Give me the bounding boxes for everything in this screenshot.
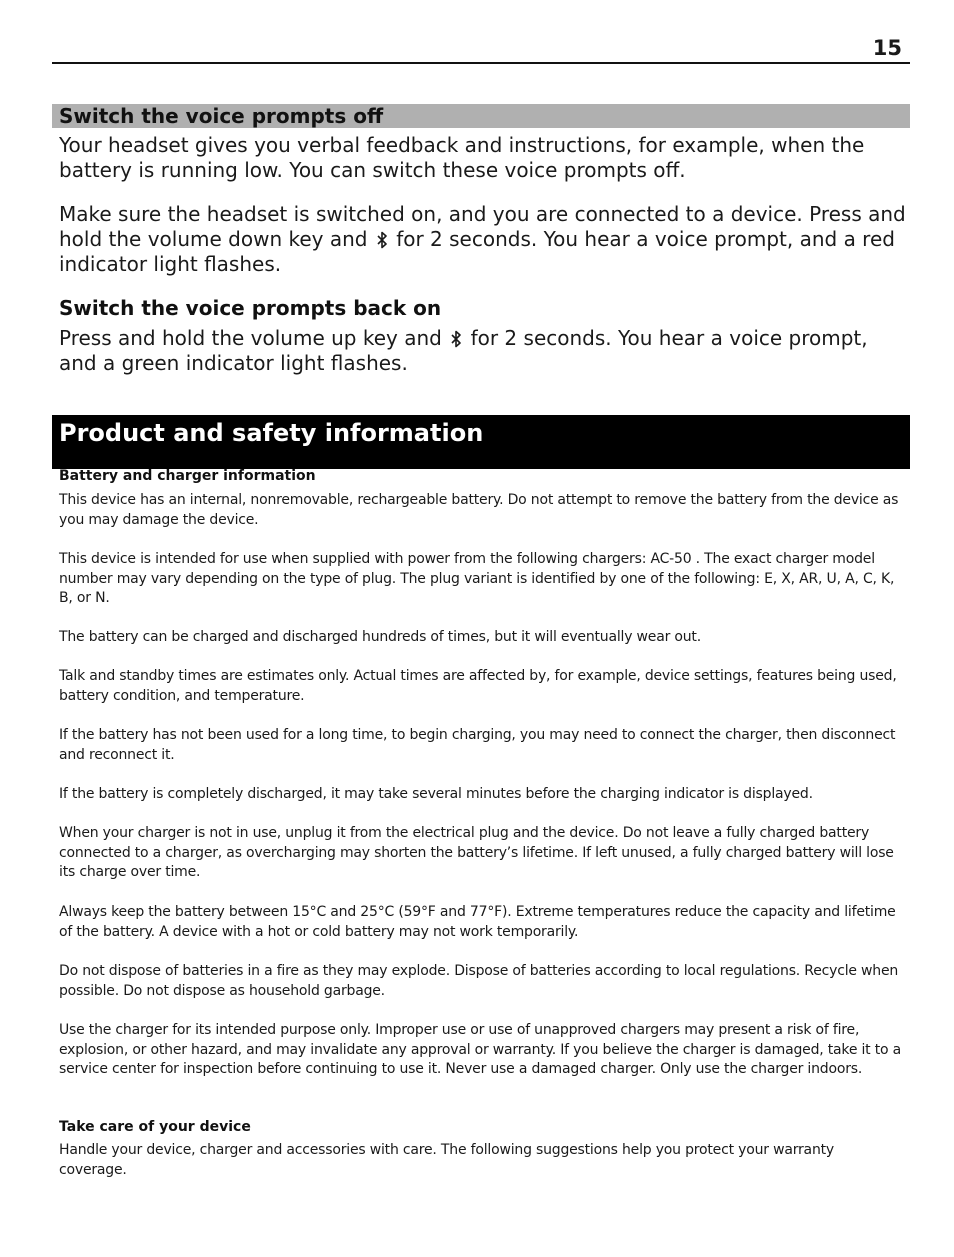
switch-off-instructions — [59, 202, 909, 277]
intro-paragraph: Your headset gives you verbal feedback and instructions, for example, when the battery is running low. You can switch these voice prompts off. — [59, 133, 865, 182]
battery-paragraph: Use the charger for its intended purpose only. Improper use or use of unapproved chargers may present a risk of fire, explosion, or other hazard, and may invalidate any approval or warranty. If you believe the charger is damaged, take it to a service center for inspection before continuing to use it. Never use a damaged charger. Only use the charger indoors. — [59, 1022, 902, 1078]
battery-paragraph: This device is intended for use when supplied with power from the following chargers: AC-50 . The exact charger model number may vary depending on the type of plug. The plug variant is identified by one of the following: E, X, AR, U, A, C, K, B, or N. — [59, 551, 895, 607]
switch-on-instructions — [59, 326, 909, 376]
device-care-paragraph: Handle your device, charger and accessories with care. The following suggestions help you protect your warranty coverage. — [59, 1142, 834, 1178]
switch-off-text-start: Make sure the headset is switched on, and you are connected to a device. Press and hold the volume down key and — [59, 202, 906, 251]
product-safety-band — [52, 415, 910, 469]
bluetooth-icon — [376, 231, 388, 249]
battery-charger-heading: Battery and charger information — [59, 468, 316, 484]
section-title-voice-prompts-on: Switch the voice prompts back on — [59, 296, 442, 320]
switch-on-text-start: Press and hold the volume up key and — [59, 326, 442, 350]
device-care-heading: Take care of your device — [59, 1119, 251, 1135]
product-safety-title: Product and safety information — [59, 419, 484, 447]
switch-on-text-end: for 2 seconds. You hear a voice prompt, and a green indicator light flashes. — [59, 326, 868, 375]
switch-off-text-end: for 2 seconds. You hear a voice prompt, and a red indicator light flashes. — [59, 227, 895, 276]
battery-paragraph: Always keep the battery between 15°C and 25°C (59°F and 77°F). Extreme temperatures reduce the capacity and lifetime of the battery. A device with a hot or cold battery may not work temporarily. — [59, 904, 896, 940]
page-number: 15 — [872, 36, 902, 60]
battery-paragraph: This device has an internal, nonremovable, rechargeable battery. Do not attempt to remove the battery from the device as you may damage the device. — [59, 492, 899, 528]
header-rule — [52, 62, 910, 64]
battery-paragraph: When your charger is not in use, unplug it from the electrical plug and the device. Do not leave a fully charged battery connected to a charger, as overcharging may shorten the battery’s lifetime. If left unused, a fully charged battery will lose its charge over time. — [59, 825, 894, 881]
battery-paragraph: Do not dispose of batteries in a fire as they may explode. Dispose of batteries according to local regulations. Recycle when possible. Do not dispose as household garbage. — [59, 963, 899, 999]
battery-paragraph: Talk and standby times are estimates only. Actual times are affected by, for example, device settings, features being used, battery condition, and temperature. — [59, 668, 897, 704]
section-title-voice-prompts-off: Switch the voice prompts off — [59, 104, 384, 128]
battery-paragraph: If the battery has not been used for a long time, to begin charging, you may need to connect the charger, then disconnect and reconnect it. — [59, 727, 896, 763]
battery-paragraph: If the battery is completely discharged, it may take several minutes before the charging indicator is displayed. — [59, 786, 813, 802]
section-heading-band — [52, 104, 910, 128]
bluetooth-icon — [450, 330, 462, 348]
battery-paragraph: The battery can be charged and discharged hundreds of times, but it will eventually wear out. — [59, 629, 701, 645]
